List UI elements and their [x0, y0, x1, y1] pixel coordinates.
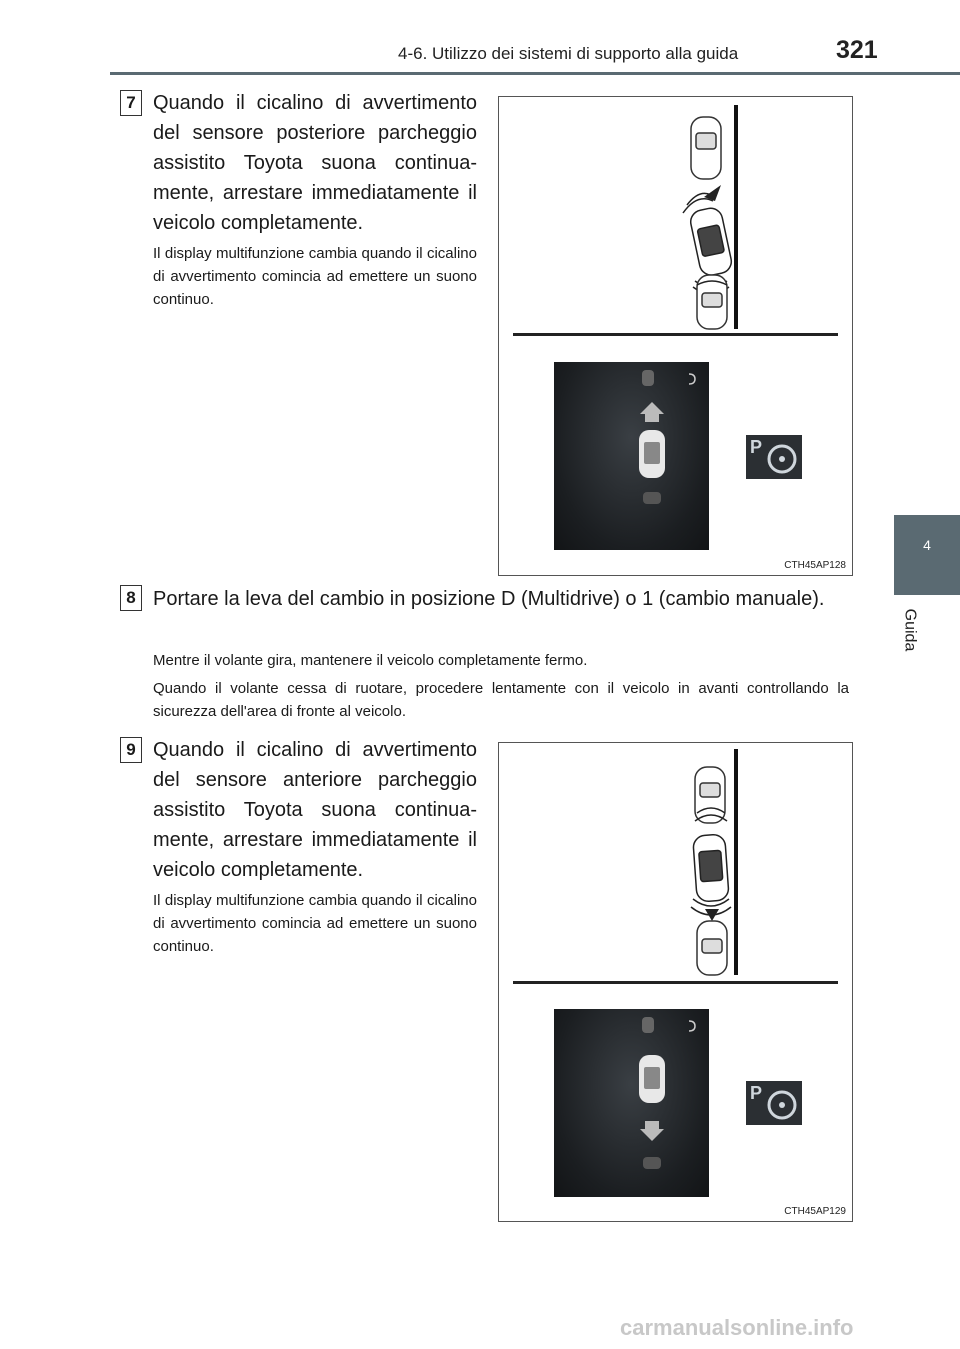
- p-steering-wheel-icon: P: [746, 435, 802, 479]
- figure-rear-sensor: [498, 96, 853, 576]
- step-badge-9: 9: [120, 737, 142, 763]
- figure-code: CTH45AP128: [784, 560, 846, 571]
- arrow-up-icon: [640, 402, 664, 414]
- arrow-down-icon: [640, 1129, 664, 1141]
- p-steering-wheel-icon: P: [746, 1081, 802, 1125]
- figure-divider: [513, 333, 838, 336]
- figure-front-sensor: [498, 742, 853, 1222]
- step-7-text: Quando il cicalino di avvertimento del sensore posteriore parcheggio assistito Toyota suona continua-mente, arrestare immediatamente il veicolo completamente.: [153, 92, 477, 234]
- multi-info-display-front: [554, 1009, 709, 1197]
- page-number: 321: [836, 36, 878, 64]
- step-9-text: Quando il cicalino di avvertimento del sensore anteriore parcheggio assistito Toyota suona continua-mente, arrestare immediatamente il veicolo completamente.: [153, 739, 477, 881]
- return-arrow-icon: [689, 1021, 695, 1031]
- display-graphic: [554, 362, 709, 550]
- display-graphic: [554, 1009, 709, 1197]
- step-8-text: Portare la leva del cambio in posizione D (Multidrive) o 1 (cambio manuale).: [153, 588, 825, 610]
- watermark: carmanualsonline.info: [620, 1315, 854, 1340]
- step-8-note-1: Mentre il volante gira, mantenere il veicolo completamente fermo.: [153, 652, 588, 669]
- chapter-number: 4: [923, 537, 931, 553]
- figure-code: CTH45AP129: [784, 1206, 846, 1217]
- step-badge-7: 7: [120, 90, 142, 116]
- multi-info-display-rear: [554, 362, 709, 550]
- maneuvering-car: [689, 206, 734, 277]
- step-7-note: Il display multifunzione cambia quando il cicalino di avvertimento comincia ad emettere un suono continuo.: [153, 245, 477, 308]
- step-9-note: Il display multifunzione cambia quando il cicalino di avvertimento comincia ad emettere un suono continuo.: [153, 892, 477, 955]
- chapter-label-text: Guida: [901, 608, 919, 652]
- chapter-tab[interactable]: [894, 515, 960, 595]
- parking-scene-front: [499, 743, 852, 983]
- parked-car-front: [691, 117, 721, 179]
- figure-divider: [513, 981, 838, 984]
- parking-scene-rear: [499, 97, 852, 337]
- chapter-label: [902, 605, 920, 655]
- return-arrow-icon: [689, 374, 695, 384]
- page-header-title: 4-6. Utilizzo dei sistemi di supporto alla guida: [398, 44, 739, 63]
- parked-car-rear: [697, 921, 727, 975]
- maneuvering-car: [693, 834, 730, 902]
- step-badge-8: 8: [120, 585, 142, 611]
- step-8-note-2: Quando il volante cessa di ruotare, procedere lentamente con il veicolo in avanti controllando la sicurezza dell'area di fronte al veicolo.: [153, 680, 849, 720]
- header-rule: [110, 72, 960, 75]
